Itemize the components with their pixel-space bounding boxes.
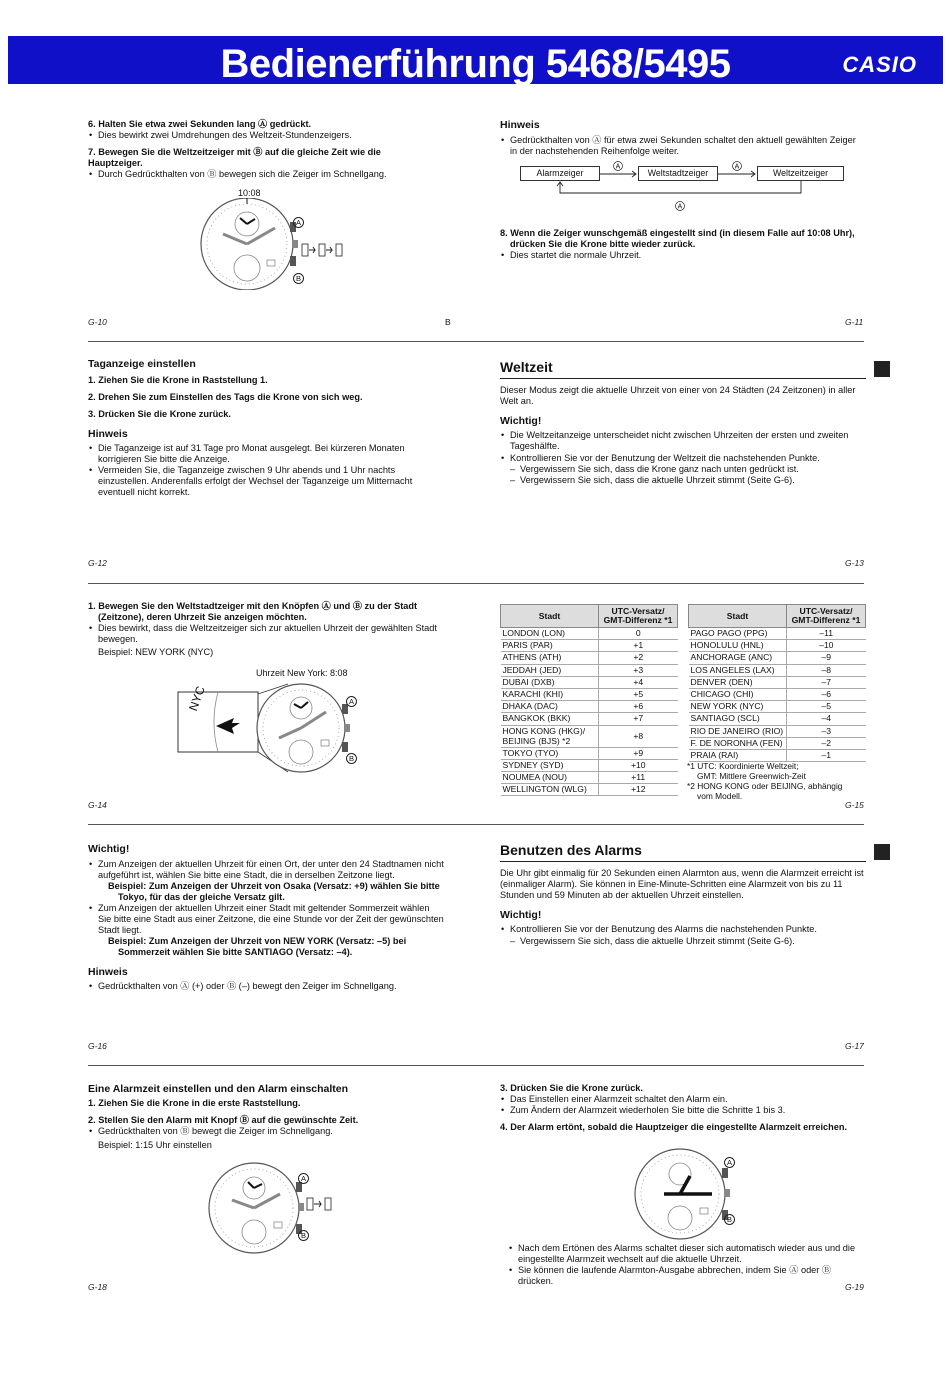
table-row: [501, 664, 678, 676]
table-row: [501, 689, 678, 701]
offset-cell: +8: [599, 725, 678, 747]
button-a-label: A: [293, 217, 304, 228]
divider-2: [88, 583, 864, 584]
taganzeige-bullet-2: • Vermeiden Sie, die Taganzeige zwischen 9 Uhr abends und 1 Uhr nachts einzustellen. Anderenfalls erfolgt der Wechsel der Taganzeige um Mitternacht eventuell nicht korrekt.: [88, 465, 438, 498]
page-number-g12: G-12: [88, 558, 107, 568]
weltstadt-step-1: 1. Bewegen Sie den Weltstadtzeiger mit den Knöpfen Ⓐ und Ⓑ zu der Stadt (Zeitzone), deren Uhrzeit Sie anzeigen möchten.: [88, 601, 418, 623]
watch-illustration-3: [206, 1160, 346, 1256]
table-row: [501, 713, 678, 725]
offset-cell: +11: [599, 772, 678, 784]
section-g16: [88, 843, 444, 993]
alarm-final-bullet-1: • Nach dem Ertönen des Alarms schaltet dieser sich automatisch wieder aus und die eingestellte Alarmzeit wechselt auf die aktuelle Uhrzeit.: [508, 1243, 864, 1265]
alarmzeit-step-2: 2. Stellen Sie den Alarm mit Knopf Ⓑ auf die gewünschte Zeit.: [88, 1114, 359, 1125]
city-cell: ANCHORAGE (ANC): [689, 652, 787, 664]
wichtig-bullet-1: • Zum Anzeigen der aktuellen Uhrzeit für einen Ort, der unter den 24 Stadtnamen nicht aufgeführt ist, wählen Sie bitte eine Stadt, die in derselben Zeitzone liegt.: [88, 859, 444, 881]
svg-text:A: A: [734, 163, 740, 171]
section-g19: [500, 1083, 866, 1133]
new-york-caption: Uhrzeit New York: 8:08: [256, 668, 348, 678]
city-cell: SYDNEY (SYD): [501, 759, 599, 771]
divider-4: [88, 1065, 864, 1066]
hinweis-bullet: • Gedrückthalten von Ⓐ für etwa zwei Sekunden schaltet den aktuell gewählten Zeiger in der nachstehenden Reihenfolge weiter.: [500, 135, 860, 157]
offset-cell: –11: [787, 628, 866, 640]
table-1-header-utc: UTC-Versatz/ GMT-Differenz *1: [599, 605, 678, 628]
city-cell: JEDDAH (JED): [501, 664, 599, 676]
step-7-bullet: • Durch Gedrückthalten von Ⓑ bewegen sich die Zeiger im Schnellgang.: [88, 169, 438, 180]
taganzeige-bullet-1: • Die Taganzeige ist auf 31 Tage pro Monat ausgelegt. Bei kürzeren Monaten korrigieren Sie bitte die Anzeige.: [88, 443, 438, 465]
step-8-title: 8. Wenn die Zeiger wunschgemäß eingestellt sind (in diesem Falle auf 10:08 Uhr), drücken Sie die Krone bitte wieder zurück.: [500, 228, 855, 250]
flow-alarmzeiger: Alarmzeiger: [520, 166, 600, 181]
city-cell: NOUMEA (NOU): [501, 772, 599, 784]
offset-cell: –1: [787, 750, 866, 762]
city-cell: RIO DE JANEIRO (RIO): [689, 725, 787, 737]
city-cell: WELLINGTON (WLG): [501, 784, 599, 796]
table-row: [689, 737, 866, 749]
table-row: [501, 652, 678, 664]
button-b-label: B: [293, 273, 304, 284]
page-number-g19: G-19: [845, 1282, 864, 1292]
alarmzeit-example: Beispiel: 1:15 Uhr einstellen: [98, 1139, 212, 1150]
offset-cell: +4: [599, 676, 678, 688]
hinweis-bullet-2: • Gedrückthalten von Ⓐ (+) oder Ⓑ (–) bewegt den Zeiger im Schnellgang.: [88, 981, 444, 992]
center-letter: B: [445, 317, 451, 327]
table-footnotes: [687, 762, 842, 802]
offset-cell: +2: [599, 652, 678, 664]
hinweis-heading-2: Hinweis: [88, 965, 128, 978]
weltzeit-heading: Weltzeit: [500, 359, 866, 379]
offset-cell: –3: [787, 725, 866, 737]
time-label: 10:08: [238, 188, 261, 198]
offset-cell: +10: [599, 759, 678, 771]
footnote-2b: vom Modell.: [697, 790, 743, 801]
table-1-header-city: Stadt: [501, 605, 599, 628]
hinweis-heading: Hinweis: [500, 119, 540, 131]
alarm-dash-1: – Vergewissern Sie sich, dass die aktuelle Uhrzeit stimmt (Seite G-6).: [500, 936, 866, 947]
table-row: [501, 701, 678, 713]
taganzeige-step-1: 1. Ziehen Sie die Krone in Raststellung 1.: [88, 374, 268, 385]
taganzeige-step-3: 3. Drücken Sie die Krone zurück.: [88, 408, 231, 419]
alarmzeit-heading: Eine Alarmzeit einstellen und den Alarm einschalten: [88, 1083, 349, 1095]
offset-cell: –4: [787, 713, 866, 725]
nyc-label: NYC: [186, 684, 208, 713]
section-g10: [88, 119, 438, 186]
offset-cell: +9: [599, 747, 678, 759]
taganzeige-heading: Taganzeige einstellen: [88, 358, 196, 370]
table-row: [501, 747, 678, 759]
city-cell: KARACHI (KHI): [501, 689, 599, 701]
weltzeit-bullet-2: • Kontrollieren Sie vor der Benutzung der Weltzeit die nachstehenden Punkte.: [500, 453, 866, 464]
offset-cell: –6: [787, 689, 866, 701]
city-cell: LONDON (LON): [501, 628, 599, 640]
table-row: [501, 725, 678, 747]
wichtig-example-2: Beispiel: Zum Anzeigen der Uhrzeit von NEW YORK (Versatz: –5) bei Sommerzeit wählen Sie bitte SANTIAGO (Versatz: –4).: [108, 935, 407, 957]
offset-cell: +5: [599, 689, 678, 701]
city-cell: SANTIAGO (SCL): [689, 713, 787, 725]
weltzeit-dash-2: – Vergewissern Sie sich, dass die aktuelle Uhrzeit stimmt (Seite G-6).: [500, 475, 866, 486]
utc-table-1: [500, 604, 678, 796]
utc-table-2: [688, 604, 866, 762]
alarm-step-3: 3. Drücken Sie die Krone zurück.: [500, 1083, 643, 1093]
button-b-label-4: B: [724, 1214, 735, 1225]
offset-cell: –10: [787, 640, 866, 652]
page-title: Bedienerführung 5468/5495: [220, 42, 731, 86]
page-number-g14: G-14: [88, 800, 107, 810]
section-g13: [500, 359, 866, 486]
section-g11: [500, 119, 860, 157]
offset-cell: –5: [787, 701, 866, 713]
weltzeit-intro: Dieser Modus zeigt die aktuelle Uhrzeit von einer von 24 Städten (24 Zeitzonen) in aller Welt an.: [500, 384, 856, 406]
offset-cell: 0: [599, 628, 678, 640]
table-row: [689, 640, 866, 652]
svg-text:A: A: [615, 163, 621, 171]
table-row: [689, 676, 866, 688]
wichtig-example-1: Beispiel: Zum Anzeigen der Uhrzeit von Osaka (Versatz: +9) wählen Sie bitte Tokyo, für das der gleiche Versatz gilt.: [108, 880, 440, 902]
city-cell: CHICAGO (CHI): [689, 689, 787, 701]
footnote-2: *2 HONG KONG oder BEIJING, abhängig: [687, 780, 843, 791]
table-row: [501, 772, 678, 784]
alarm-step-3-bullet-2: • Zum Ändern der Alarmzeit wiederholen Sie bitte die Schritte 1 bis 3.: [500, 1105, 866, 1116]
button-a-label-4: A: [724, 1157, 735, 1168]
offset-cell: –9: [787, 652, 866, 664]
page-number-g16: G-16: [88, 1041, 107, 1051]
flow-weltzeitzeiger: Weltzeitzeiger: [757, 166, 844, 181]
table-2-header-utc: UTC-Versatz/ GMT-Differenz *1: [787, 605, 866, 628]
section-g14: [88, 601, 444, 664]
alarm-step-4: 4. Der Alarm ertönt, sobald die Hauptzeiger die eingestellte Alarmzeit erreichen.: [500, 1122, 848, 1133]
table-row: [689, 701, 866, 713]
weltzeit-bullet-1: • Die Weltzeitanzeige unterscheidet nicht zwischen Uhrzeiten der ersten und zweiten Tageshälfte.: [500, 430, 866, 452]
table-row: [689, 713, 866, 725]
title-banner: [8, 36, 943, 84]
flow-weltstadtzeiger: Weltstadtzeiger: [638, 166, 718, 181]
weltzeit-dash-1: – Vergewissern Sie sich, dass die Krone ganz nach unten gedrückt ist.: [500, 464, 866, 475]
table-row: [501, 784, 678, 796]
alarm-intro: Die Uhr gibt einmalig für 20 Sekunden einen Alarmton aus, wenn die Alarmzeit erreicht ist (einmaliger Alarm). Sie können in Eine-Minute-Schritten eine Alarmzeit von bis zu 11 Stunden und 59 Minuten ab der aktuellen Uhrzeit einstellen.: [500, 867, 864, 900]
offset-cell: +3: [599, 664, 678, 676]
offset-cell: +12: [599, 784, 678, 796]
section-g18: [88, 1083, 444, 1157]
section-marker-1: [874, 361, 890, 377]
city-cell: HONOLULU (HNL): [689, 640, 787, 652]
section-g17: [500, 842, 866, 947]
alarm-step-3-bullet-1: • Das Einstellen einer Alarmzeit schaltet den Alarm ein.: [500, 1094, 866, 1105]
city-cell: LOS ANGELES (LAX): [689, 664, 787, 676]
table-row: [501, 759, 678, 771]
city-cell: DUBAI (DXB): [501, 676, 599, 688]
alarm-final-bullets: [508, 1243, 864, 1287]
svg-text:A: A: [677, 203, 683, 211]
page-number-g18: G-18: [88, 1282, 107, 1292]
city-cell: NEW YORK (NYC): [689, 701, 787, 713]
city-cell: PARIS (PAR): [501, 640, 599, 652]
city-cell: PRAIA (RAI): [689, 750, 787, 762]
button-a-label-3: A: [298, 1173, 309, 1184]
page-number-g11: G-11: [845, 317, 864, 327]
wichtig-bullet-2: • Zum Anzeigen der aktuellen Uhrzeit einer Stadt mit geltender Sommerzeit wählen Sie bitte eine Stadt aus einer Zeitzone, die eine Stunde vor der Zeit der gewünschten Stadt liegt.: [88, 903, 444, 936]
offset-cell: –8: [787, 664, 866, 676]
button-a-label-2: A: [346, 696, 357, 707]
wichtig-heading: Wichtig!: [88, 843, 130, 855]
page-number-g13: G-13: [845, 558, 864, 568]
city-cell: F. DE NORONHA (FEN): [689, 737, 787, 749]
offset-cell: –7: [787, 676, 866, 688]
table-2-header-city: Stadt: [689, 605, 787, 628]
section-step-8: [500, 228, 860, 267]
alarm-bullet-1: • Kontrollieren Sie vor der Benutzung des Alarms die nachstehenden Punkte.: [500, 924, 866, 935]
footnote-1b: GMT: Mittlere Greenwich-Zeit: [697, 770, 806, 781]
offset-cell: +6: [599, 701, 678, 713]
alarmzeit-step-2-bullet: • Gedrückthalten von Ⓑ bewegt die Zeiger im Schnellgang.: [88, 1126, 444, 1137]
step-7-title: 7. Bewegen Sie die Weltzeitzeiger mit Ⓑ auf die gleiche Zeit wie die Hauptzeiger.: [88, 147, 381, 169]
table-row: [501, 640, 678, 652]
divider-1: [88, 341, 864, 342]
button-b-label-2: B: [346, 753, 357, 764]
weltstadt-example: Beispiel: NEW YORK (NYC): [98, 647, 214, 658]
city-cell: ATHENS (ATH): [501, 652, 599, 664]
table-row: [501, 676, 678, 688]
divider-3: [88, 824, 864, 825]
table-row: [501, 628, 678, 640]
weltstadt-bullet: • Dies bewirkt, dass die Weltzeitzeiger sich zur aktuellen Uhrzeit der gewählten Stadt bewegen.: [88, 623, 444, 645]
page-number-g17: G-17: [845, 1041, 864, 1051]
table-row: [689, 628, 866, 640]
step-8-bullet: • Dies startet die normale Uhrzeit.: [500, 250, 860, 261]
offset-cell: +1: [599, 640, 678, 652]
alarm-wichtig: Wichtig!: [500, 908, 542, 921]
taganzeige-hinweis: Hinweis: [88, 427, 128, 440]
footnote-1: *1 UTC: Koordinierte Weltzeit;: [687, 761, 799, 771]
table-row: [689, 652, 866, 664]
table-row: [689, 725, 866, 737]
offset-cell: +7: [599, 713, 678, 725]
flow-arrows: [520, 160, 850, 212]
offset-cell: –2: [787, 737, 866, 749]
city-cell: DHAKA (DAC): [501, 701, 599, 713]
section-g12: [88, 358, 438, 498]
alarmzeit-step-1: 1. Ziehen Sie die Krone in die erste Raststellung.: [88, 1097, 301, 1108]
table-row: [689, 664, 866, 676]
city-cell: PAGO PAGO (PPG): [689, 628, 787, 640]
page-number-g10: G-10: [88, 317, 107, 327]
city-cell: DENVER (DEN): [689, 676, 787, 688]
table-row: [689, 689, 866, 701]
section-marker-2: [874, 844, 890, 860]
taganzeige-step-2: 2. Drehen Sie zum Einstellen des Tags die Krone von sich weg.: [88, 391, 363, 402]
alarm-final-bullet-2: • Sie können die laufende Alarmton-Ausgabe abbrechen, indem Sie Ⓐ oder Ⓑ drücken.: [508, 1265, 864, 1287]
city-cell: TOKYO (TYO): [501, 747, 599, 759]
step-6-title: 6. Halten Sie etwa zwei Sekunden lang Ⓐ gedrückt.: [88, 119, 312, 129]
alarm-heading: Benutzen des Alarms: [500, 842, 866, 862]
button-b-label-3: B: [298, 1230, 309, 1241]
step-6-bullet: • Dies bewirkt zwei Umdrehungen des Weltzeit-Stundenzeigers.: [88, 130, 438, 141]
city-cell: HONG KONG (HKG)/ BEIJING (BJS) *2: [501, 725, 599, 747]
page-number-g15: G-15: [845, 800, 864, 810]
watch-illustration-1: [195, 198, 365, 290]
weltzeit-wichtig: Wichtig!: [500, 414, 542, 427]
city-cell: BANGKOK (BKK): [501, 713, 599, 725]
brand-logo: CASIO: [842, 52, 917, 77]
table-row: [689, 750, 866, 762]
